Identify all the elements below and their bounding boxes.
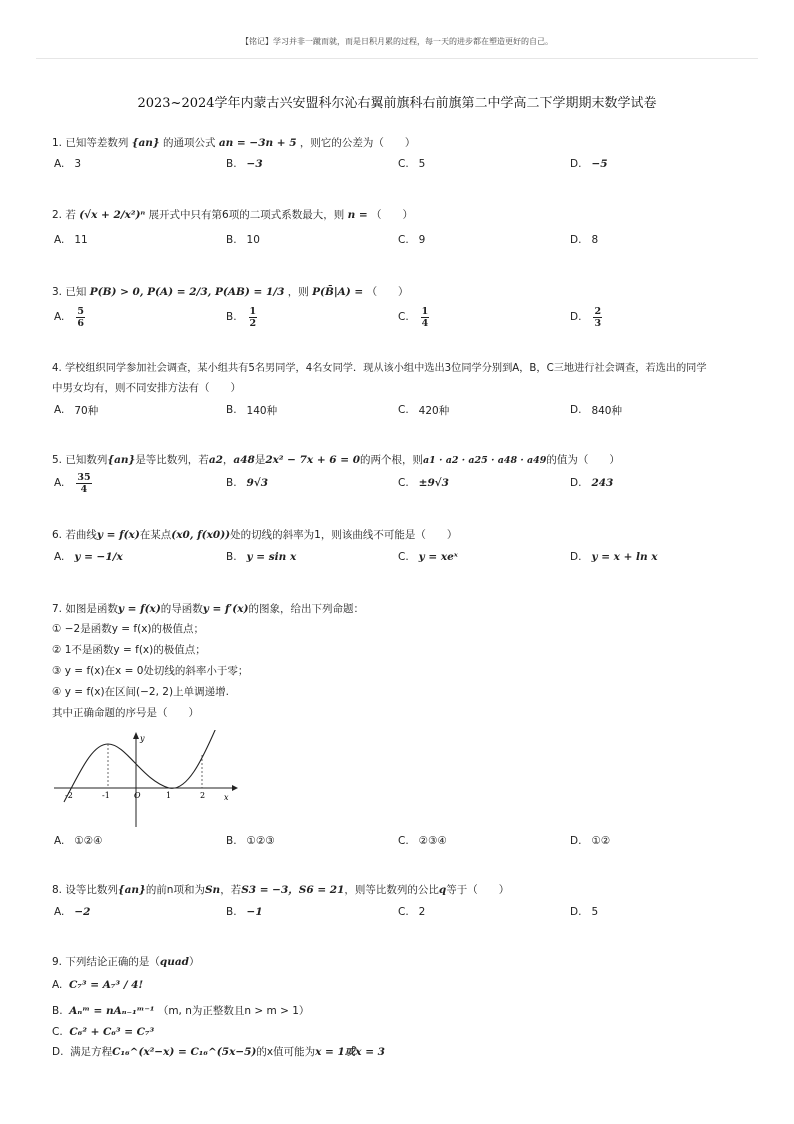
option-label: D. [570, 477, 582, 489]
option-label: B. [226, 234, 237, 246]
q5-product: a1 · a2 · a25 · a48 · a49 [423, 455, 547, 466]
numerator: 1 [249, 305, 257, 317]
option-value: y = sin x [246, 551, 297, 563]
option-value: 2 [418, 906, 426, 918]
option-value: y = x + ln x [591, 551, 658, 563]
q5-term: a2 [208, 454, 223, 466]
q4-option-a[interactable] [54, 395, 98, 425]
question-8-options [54, 897, 754, 927]
option-label: A. [54, 234, 65, 246]
option-label: D. [570, 835, 582, 847]
q7-statement-2: ② 1不是函数y = f(x)的极值点； [52, 644, 206, 656]
option-value: ±9√3 [418, 477, 449, 489]
q6-point: (x0, f(x0)) [171, 529, 231, 541]
option-label: D. [570, 404, 582, 416]
q3-condition: P(B) > 0, P(A) = 2/3, P(AB) = 1/3 [89, 286, 285, 298]
q2-option-b[interactable] [226, 225, 260, 255]
q6-option-a[interactable] [54, 542, 123, 572]
option-label: A. [54, 906, 65, 918]
q2-variable: n = [347, 209, 368, 221]
q3-ask: P(B̄|A) = [312, 286, 364, 298]
option-text: 的x值可能为 [256, 1046, 316, 1058]
q5-seq: {an} [107, 454, 136, 466]
option-value: 9√3 [246, 477, 269, 489]
option-label: C. [398, 906, 409, 918]
x-axis-arrow [232, 785, 238, 791]
q1-text: 的通项公式 [163, 137, 216, 149]
q6-option-b[interactable] [226, 542, 296, 572]
option-label: A. [54, 404, 65, 416]
option-value: −3 [246, 158, 263, 170]
q7-statement-4: ④ y = f(x)在区间(−2, 2)上单调递增. [52, 686, 229, 698]
option-value: 9 [418, 234, 426, 246]
q7-option-d[interactable] [570, 826, 610, 856]
q9-option-a[interactable] [52, 978, 143, 993]
q8-text: 8. 设等比数列 [52, 884, 118, 896]
q8-option-c[interactable] [398, 897, 425, 927]
option-value: Aₙᵐ = nAₙ₋₁ᵐ⁻¹ [69, 1005, 155, 1017]
q5-text: 是等比数列，若 [135, 454, 209, 466]
question-9-stem [52, 955, 752, 970]
q7-text: 7. 如图是函数 [52, 603, 118, 615]
q8-sum: Sn [204, 884, 221, 896]
q5-text: 5. 已知数列 [52, 454, 108, 466]
option-label: A. [54, 835, 65, 847]
option-label: C. [398, 234, 409, 246]
tick-label: 2 [200, 791, 206, 800]
option-label: B. [226, 311, 237, 323]
question-3-stem [52, 285, 752, 300]
tick-label: -1 [102, 791, 110, 800]
question-4-line-2: 中男女均有，则不同安排方法有（ ） [52, 382, 241, 394]
q4-option-d[interactable] [570, 395, 622, 425]
option-label: C. [398, 835, 409, 847]
q7-option-c[interactable] [398, 826, 447, 856]
numerator: 35 [77, 471, 91, 483]
option-equation: C₁₆^(x²−x) = C₁₆^(5x−5) [112, 1046, 257, 1058]
page-title: 2023~2024学年内蒙古兴安盟科尔沁右翼前旗科右前旗第二中学高二下学期期末数学试卷 [137, 96, 657, 111]
denominator: 6 [77, 317, 84, 329]
option-label: D. [570, 158, 582, 170]
option-value: 243 [591, 477, 614, 489]
origin-label: O [134, 791, 141, 800]
q8-option-b[interactable] [226, 897, 263, 927]
option-value: −5 [591, 158, 608, 170]
q3-text: ，则 [287, 286, 309, 298]
q1-option-a[interactable] [54, 149, 81, 179]
question-5-stem [52, 453, 752, 468]
q1-formula: an = −3n + 5 [218, 137, 297, 149]
option-fraction [249, 306, 258, 329]
numerator: 1 [421, 305, 429, 317]
q1-option-d[interactable] [570, 149, 608, 179]
q2-option-c[interactable] [398, 225, 425, 255]
q3-option-a[interactable] [54, 302, 87, 332]
option-value: C₆² + C₆³ = C₇³ [69, 1026, 155, 1038]
q8-text: 等于（ ） [446, 884, 510, 896]
q6-option-d[interactable] [570, 542, 658, 572]
option-fraction [593, 306, 602, 329]
q5-option-d[interactable] [570, 468, 613, 498]
q9-option-b[interactable] [52, 1004, 309, 1019]
q5-equation: 2x² − 7x + 6 = 0 [265, 454, 361, 466]
option-value: 10 [246, 234, 260, 246]
q8-ratio: q [438, 884, 447, 896]
q8-text: 的前n项和为 [145, 884, 205, 896]
option-value: 840种 [591, 404, 622, 417]
q1-text: 1. 已知等差数列 [52, 137, 129, 149]
question-4-line-1: 4. 学校组织同学参加社会调查，某小组共有5名男同学，4名女同学．现从该小组中选出3位同学分别到A，B，C三地进行社会调查，若选出的同学 [52, 363, 707, 374]
q2-text: 2. 若 [52, 209, 76, 221]
q6-option-c[interactable] [398, 542, 458, 572]
q1-option-b[interactable] [226, 149, 263, 179]
q1-text: ，则它的公差为（ ） [299, 137, 416, 149]
q8-option-d[interactable] [570, 897, 598, 927]
option-answer: x = 1或x = 3 [315, 1046, 385, 1058]
q9-text: ） [188, 956, 200, 968]
y-axis-arrow [133, 732, 139, 739]
option-label: A. [54, 311, 65, 323]
q2-text: 展开式中只有第6项的二项式系数最大，则 [148, 209, 345, 221]
derivative-graph [52, 730, 242, 830]
question-2-options [54, 225, 754, 255]
q7-derivative: y = f′(x) [202, 603, 249, 615]
question-7-stem [52, 602, 752, 617]
option-label: A. [52, 979, 63, 991]
option-value: 3 [74, 158, 82, 170]
option-note: （m, n为正整数且n > m > 1） [157, 1005, 310, 1017]
q9-quad: quad [159, 956, 189, 968]
question-5-options [54, 468, 754, 498]
q7-function: y = f(x) [117, 603, 161, 615]
q8-condition: S3 = −3，S6 = 21 [241, 884, 345, 896]
q7-text: 的导函数 [160, 603, 203, 615]
option-value: 5 [418, 158, 426, 170]
q3-text: （ ） [366, 286, 409, 298]
question-7-options [54, 826, 754, 856]
q5-text: 是 [254, 454, 266, 466]
q2-option-d[interactable] [570, 225, 598, 255]
denominator: 4 [421, 317, 429, 329]
q3-text: 3. 已知 [52, 286, 87, 298]
tick-label: -2 [65, 791, 73, 800]
question-6-stem [52, 528, 752, 543]
q1-option-c[interactable] [398, 149, 425, 179]
option-label: B. [226, 551, 237, 563]
option-value: 420种 [418, 404, 450, 417]
option-value: y = −1/x [74, 551, 123, 563]
q4-option-c[interactable] [398, 395, 449, 425]
option-label: C. [398, 158, 409, 170]
q5-text: ， [222, 454, 234, 466]
option-value: ①②③ [246, 835, 275, 847]
header-motto: 【铭记】学习并非一蹴而就，而是日积月累的过程，每一天的进步都在塑造更好的自己。 [241, 37, 553, 46]
q7-statement-1: ① −2是函数y = f(x)的极值点； [52, 623, 205, 635]
option-fraction [76, 472, 91, 495]
q5-text: 的值为（ ） [546, 454, 620, 466]
option-value: ①② [591, 835, 611, 847]
option-value: 8 [591, 234, 599, 246]
option-label: C. [52, 1026, 63, 1038]
option-value: y = xeˣ [418, 551, 458, 563]
q8-option-a[interactable] [54, 897, 90, 927]
q3-option-c[interactable] [398, 302, 431, 332]
q5-text: 的两个根，则 [360, 454, 424, 466]
option-value: 11 [74, 234, 88, 246]
q8-seq: {an} [117, 884, 146, 896]
option-value: −2 [74, 906, 91, 918]
option-label: C. [398, 551, 409, 563]
question-3-options [54, 302, 754, 332]
q8-text: ，则等比数列的公比 [344, 884, 439, 896]
q2-expression: (√x + 2/x²)ⁿ [79, 209, 146, 221]
option-value: C₇³ = A₇³ / 4! [69, 979, 144, 991]
option-label: A. [54, 551, 65, 563]
option-label: D. [570, 906, 582, 918]
q9-option-c[interactable] [52, 1025, 154, 1040]
option-label: A. [54, 158, 65, 170]
option-label: B. [226, 906, 237, 918]
q7-text: 的图象，给出下列命题： [248, 603, 364, 615]
q2-text: （ ） [371, 209, 414, 221]
option-fraction [421, 306, 430, 329]
q8-text: ，若 [220, 884, 242, 896]
question-2-stem [52, 208, 752, 223]
option-label: B. [52, 1005, 63, 1017]
q7-option-b[interactable] [226, 826, 275, 856]
option-label: A. [54, 477, 65, 489]
option-label: C. [398, 311, 409, 323]
q5-option-c[interactable] [398, 468, 449, 498]
question-8-stem [52, 883, 752, 898]
question-4-options [54, 395, 754, 425]
q5-option-b[interactable] [226, 468, 268, 498]
q9-option-d[interactable] [52, 1045, 385, 1060]
q6-text: 在某点 [139, 529, 172, 541]
question-6-options [54, 542, 754, 572]
q2-option-a[interactable] [54, 225, 88, 255]
option-text: 满足方程 [70, 1046, 113, 1058]
denominator: 4 [80, 483, 88, 495]
q7-ask: 其中正确命题的序号是（ ） [52, 707, 199, 719]
numerator: 5 [77, 305, 84, 317]
option-label: C. [398, 404, 409, 416]
q4-option-b[interactable] [226, 395, 277, 425]
header-divider [36, 58, 758, 59]
option-fraction [76, 306, 85, 329]
option-label: B. [226, 404, 237, 416]
q3-option-d[interactable] [570, 302, 604, 332]
q6-curve: y = f(x) [96, 529, 140, 541]
numerator: 2 [594, 305, 602, 317]
q6-text: 处的切线的斜率为1，则该曲线不可能是（ ） [230, 529, 458, 541]
question-1-options [54, 149, 754, 179]
option-value: 5 [591, 906, 599, 918]
option-label: D. [52, 1046, 64, 1058]
option-value: 140种 [246, 404, 278, 417]
option-value: ②③④ [418, 835, 447, 847]
denominator: 3 [594, 317, 602, 329]
q6-text: 6. 若曲线 [52, 529, 97, 541]
q9-text: 9. 下列结论正确的是（ [52, 956, 160, 968]
option-label: C. [398, 477, 409, 489]
option-label: B. [226, 158, 237, 170]
option-value: −1 [246, 906, 263, 918]
option-label: D. [570, 234, 582, 246]
tick-label: 1 [166, 791, 172, 800]
option-label: D. [570, 311, 582, 323]
x-axis-label: x [224, 793, 229, 802]
q5-term: a48 [233, 454, 255, 466]
q7-statement-3: ③ y = f(x)在x = 0处切线的斜率小于零； [52, 665, 249, 677]
option-label: B. [226, 835, 237, 847]
y-axis-label: y [140, 734, 145, 743]
denominator: 2 [249, 317, 257, 329]
option-label: D. [570, 551, 582, 563]
option-value: 70种 [74, 404, 99, 417]
option-value: ①②④ [74, 835, 103, 847]
q1-seq: {an} [131, 137, 160, 149]
option-label: B. [226, 477, 237, 489]
q5-option-a[interactable] [54, 468, 94, 498]
q3-option-b[interactable] [226, 302, 259, 332]
q7-option-a[interactable] [54, 826, 103, 856]
